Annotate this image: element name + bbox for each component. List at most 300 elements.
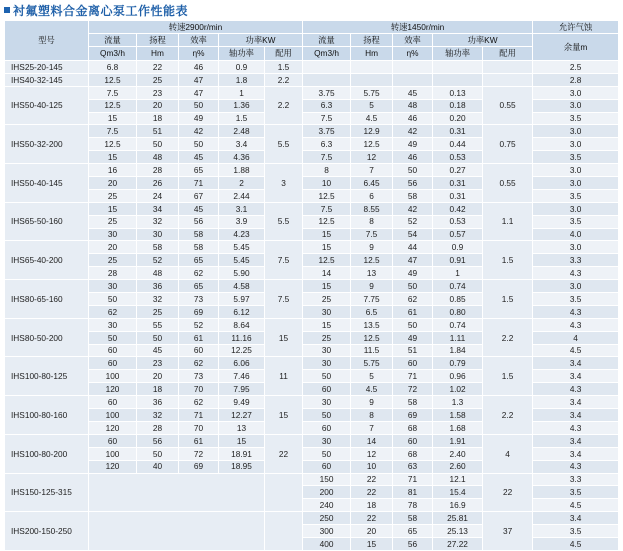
cell-head-2900: 36 [137, 280, 179, 293]
cell-npsh: 3.4 [533, 357, 619, 370]
cell-npsh: 3.5 [533, 151, 619, 164]
cell-shaft-power-1450: 0.31 [433, 125, 483, 138]
cell-head-2900: 25 [137, 73, 179, 86]
cell-flow-1450: 7.5 [303, 202, 351, 215]
cell-flow-1450: 30 [303, 357, 351, 370]
cell-efficiency-2900: 72 [179, 447, 219, 460]
cell-efficiency-2900: 73 [179, 370, 219, 383]
cell-shaft-power-2900: 3.1 [219, 202, 265, 215]
cell-head-1450: 18 [351, 499, 393, 512]
cell-efficiency-1450: 54 [393, 228, 433, 241]
cell-efficiency-1450: 68 [393, 421, 433, 434]
cell-shaft-power-1450: 27.22 [433, 537, 483, 550]
cell-shaft-power-1450: 0.85 [433, 293, 483, 306]
cell-shaft-power-1450: 15.4 [433, 486, 483, 499]
cell-efficiency-1450: 56 [393, 177, 433, 190]
cell-head-1450: 12 [351, 447, 393, 460]
cell-matched-2900: 15 [265, 396, 303, 435]
cell-efficiency-1450: 47 [393, 254, 433, 267]
cell-shaft-power-2900: 1.5 [219, 112, 265, 125]
header-speed-2900: 转速2900r/min [89, 21, 303, 34]
cell-flow-2900: 100 [89, 409, 137, 422]
cell-head-1450: 5.75 [351, 357, 393, 370]
cell-head-1450: 4.5 [351, 383, 393, 396]
cell-matched-2900 [265, 512, 303, 551]
cell-head-1450: 6.45 [351, 177, 393, 190]
cell-flow-1450: 25 [303, 293, 351, 306]
cell-head-2900: 28 [137, 421, 179, 434]
cell-efficiency-2900: 50 [179, 138, 219, 151]
cell-head-2900: 26 [137, 177, 179, 190]
cell-flow-2900: 12.5 [89, 138, 137, 151]
cell-head-1450: 22 [351, 486, 393, 499]
cell-flow-2900: 12.5 [89, 99, 137, 112]
cell-flow-1450: 15 [303, 241, 351, 254]
table-row [5, 473, 619, 486]
cell-model: IHS100-80-160 [5, 396, 89, 435]
cell-flow-2900: 50 [89, 331, 137, 344]
cell-flow-2900: 20 [89, 177, 137, 190]
cell-efficiency-1450: 50 [393, 318, 433, 331]
cell-efficiency-2900: 47 [179, 73, 219, 86]
cell-flow-1450: 7.5 [303, 151, 351, 164]
cell-efficiency-1450: 68 [393, 447, 433, 460]
cell-npsh: 3.4 [533, 370, 619, 383]
cell-matched-2900: 15 [265, 318, 303, 357]
cell-flow-1450: 150 [303, 473, 351, 486]
cell-shaft-power-1450: 0.74 [433, 280, 483, 293]
cell-npsh: 3.5 [533, 486, 619, 499]
cell-matched-2900: 22 [265, 434, 303, 473]
cell-flow-1450: 200 [303, 486, 351, 499]
cell-matched-1450: 1.5 [483, 241, 533, 280]
cell-flow-2900: 15 [89, 112, 137, 125]
cell-flow-1450: 50 [303, 447, 351, 460]
cell-efficiency-1450: 52 [393, 215, 433, 228]
cell-shaft-power-1450: 1.91 [433, 434, 483, 447]
cell-efficiency-2900: 62 [179, 396, 219, 409]
cell-efficiency-2900: 49 [179, 112, 219, 125]
cell-model: IHS50-40-145 [5, 164, 89, 203]
cell-flow-2900: 100 [89, 447, 137, 460]
header-cavitation-1: 允许气蚀 [533, 21, 619, 34]
cell-npsh: 4.3 [533, 267, 619, 280]
cell-flow-2900: 25 [89, 189, 137, 202]
cell-flow-2900: 60 [89, 434, 137, 447]
cell-shaft-power-1450: 0.80 [433, 305, 483, 318]
cell-shaft-power-1450: 1 [433, 267, 483, 280]
cell-matched-1450: 0.55 [483, 86, 533, 125]
cell-matched-1450: 37 [483, 512, 533, 551]
cell-flow-1450: 14 [303, 267, 351, 280]
cell-head-1450: 12.9 [351, 125, 393, 138]
table-row [5, 318, 619, 331]
cell-npsh: 4.3 [533, 383, 619, 396]
cell-efficiency-2900: 46 [179, 61, 219, 74]
cell-shaft-power-2900: 5.45 [219, 254, 265, 267]
table-header [5, 21, 619, 61]
cell-shaft-power-2900: 4.23 [219, 228, 265, 241]
cell-head-2900: 25 [137, 305, 179, 318]
table-row [5, 512, 619, 525]
cell-matched-2900 [265, 473, 303, 512]
cell-head-1450: 5 [351, 99, 393, 112]
cell-flow-1450: 3.75 [303, 125, 351, 138]
cell-efficiency-1450: 78 [393, 499, 433, 512]
cell-shaft-power-2900: 18.91 [219, 447, 265, 460]
cell-shaft-power-1450: 0.31 [433, 177, 483, 190]
cell-head-2900: 45 [137, 344, 179, 357]
page-title: 衬氟塑料合金离心泵工作性能表 [13, 3, 189, 18]
cell-shaft-power-2900: 7.95 [219, 383, 265, 396]
cell-model: IHS40-32-145 [5, 73, 89, 86]
cell-flow-2900: 120 [89, 460, 137, 473]
cell-head-2900: 48 [137, 151, 179, 164]
cell-efficiency-2900: 58 [179, 241, 219, 254]
cell-shaft-power-2900: 3.9 [219, 215, 265, 228]
cell-efficiency-2900: 62 [179, 267, 219, 280]
cell-head-1450: 6 [351, 189, 393, 202]
cell-shaft-power-1450: 0.20 [433, 112, 483, 125]
table-row [5, 241, 619, 254]
cell-efficiency-1450: 69 [393, 409, 433, 422]
cell-shaft-power-2900: 12.27 [219, 409, 265, 422]
cell-shaft-power-1450: 2.40 [433, 447, 483, 460]
cell-npsh: 2.8 [533, 73, 619, 86]
header-shaft-power-2: 轴功率 [433, 47, 483, 61]
cell-model: IHS50-32-200 [5, 125, 89, 164]
header-shaft-power: 轴功率 [219, 47, 265, 61]
cell-head-1450: 7.75 [351, 293, 393, 306]
cell-shaft-power-2900: 18.95 [219, 460, 265, 473]
cell-matched-1450: 1.5 [483, 280, 533, 319]
cell-head-1450: 10 [351, 460, 393, 473]
cell-shaft-power-1450: 0.18 [433, 99, 483, 112]
cell-flow-2900: 30 [89, 228, 137, 241]
cell-efficiency-1450: 56 [393, 537, 433, 550]
cell-matched-2900: 11 [265, 357, 303, 396]
cell-efficiency-2900: 58 [179, 228, 219, 241]
cell-shaft-power-1450: 1.84 [433, 344, 483, 357]
cell-shaft-power-2900: 1.36 [219, 99, 265, 112]
cell-efficiency-2900: 71 [179, 409, 219, 422]
cell-efficiency-1450: 42 [393, 125, 433, 138]
cell-matched-1450: 1.5 [483, 357, 533, 396]
cell-efficiency-1450: 45 [393, 86, 433, 99]
cell-head-2900: 20 [137, 370, 179, 383]
cell-shaft-power-1450: 25.81 [433, 512, 483, 525]
header-head-2: 扬程 [351, 34, 393, 47]
title-bar [0, 0, 623, 20]
cell-head-2900: 50 [137, 331, 179, 344]
cell-matched-2900: 2.2 [265, 86, 303, 125]
cell-head-1450: 13 [351, 267, 393, 280]
table-row [5, 86, 619, 99]
cell-matched-2900: 1.5 [265, 61, 303, 74]
cell-head-1450: 4.5 [351, 112, 393, 125]
cell-model: IHS65-40-200 [5, 241, 89, 280]
cell-efficiency-1450: 71 [393, 370, 433, 383]
cell-efficiency-1450: 63 [393, 460, 433, 473]
cell-flow-2900: 7.5 [89, 86, 137, 99]
cell-head-1450: 15 [351, 537, 393, 550]
cell-efficiency-2900: 47 [179, 86, 219, 99]
cell-npsh: 3.3 [533, 254, 619, 267]
cell-efficiency-1450 [393, 73, 433, 86]
header-efficiency-2: 效率 [393, 34, 433, 47]
cell-efficiency-1450 [393, 61, 433, 74]
cell-model: IHS150-125-315 [5, 473, 89, 512]
cell-empty [89, 473, 265, 512]
cell-shaft-power-2900: 2.48 [219, 125, 265, 138]
header-model: 型号 [5, 21, 89, 61]
cell-efficiency-1450: 60 [393, 357, 433, 370]
cell-flow-2900: 60 [89, 344, 137, 357]
cell-efficiency-2900: 65 [179, 280, 219, 293]
cell-efficiency-2900: 61 [179, 434, 219, 447]
cell-head-1450: 12.5 [351, 331, 393, 344]
cell-head-1450 [351, 73, 393, 86]
cell-flow-2900: 15 [89, 202, 137, 215]
cell-flow-1450: 15 [303, 318, 351, 331]
cell-shaft-power-1450: 0.9 [433, 241, 483, 254]
cell-matched-1450: 4 [483, 434, 533, 473]
title-bullet-icon [4, 7, 10, 13]
cell-efficiency-2900: 56 [179, 215, 219, 228]
cell-efficiency-1450: 48 [393, 99, 433, 112]
table-row [5, 164, 619, 177]
cell-efficiency-1450: 60 [393, 434, 433, 447]
cell-shaft-power-1450 [433, 61, 483, 74]
cell-flow-1450 [303, 73, 351, 86]
header-flow-unit-2: Qm3/h [303, 47, 351, 61]
cell-efficiency-2900: 61 [179, 331, 219, 344]
cell-efficiency-2900: 70 [179, 421, 219, 434]
cell-efficiency-2900: 70 [179, 383, 219, 396]
cell-shaft-power-2900: 6.12 [219, 305, 265, 318]
performance-table [4, 20, 619, 551]
cell-shaft-power-1450: 0.42 [433, 202, 483, 215]
cell-head-2900: 30 [137, 228, 179, 241]
cell-npsh: 3.5 [533, 293, 619, 306]
cell-npsh: 3.0 [533, 86, 619, 99]
cell-npsh: 4.5 [533, 499, 619, 512]
cell-npsh: 2.5 [533, 61, 619, 74]
cell-flow-2900: 20 [89, 241, 137, 254]
header-cavitation-2: 余量m [533, 34, 619, 61]
cell-flow-1450: 400 [303, 537, 351, 550]
cell-flow-2900: 25 [89, 254, 137, 267]
cell-shaft-power-2900: 2 [219, 177, 265, 190]
cell-npsh: 3.0 [533, 177, 619, 190]
cell-flow-2900: 30 [89, 318, 137, 331]
cell-shaft-power-1450: 1.3 [433, 396, 483, 409]
header-head-unit: Hm [137, 47, 179, 61]
cell-flow-1450: 240 [303, 499, 351, 512]
cell-flow-2900: 60 [89, 357, 137, 370]
cell-shaft-power-2900: 0.9 [219, 61, 265, 74]
cell-flow-1450: 10 [303, 177, 351, 190]
cell-head-2900: 32 [137, 293, 179, 306]
cell-efficiency-1450: 62 [393, 293, 433, 306]
cell-model: IHS80-65-160 [5, 280, 89, 319]
cell-shaft-power-2900: 1 [219, 86, 265, 99]
cell-efficiency-2900: 67 [179, 189, 219, 202]
cell-shaft-power-2900: 7.46 [219, 370, 265, 383]
cell-flow-1450 [303, 61, 351, 74]
cell-head-2900: 18 [137, 383, 179, 396]
cell-shaft-power-1450: 0.27 [433, 164, 483, 177]
cell-flow-1450: 60 [303, 383, 351, 396]
cell-efficiency-1450: 50 [393, 164, 433, 177]
cell-flow-2900: 25 [89, 215, 137, 228]
cell-flow-2900: 120 [89, 421, 137, 434]
cell-model: IHS100-80-125 [5, 357, 89, 396]
cell-model: IHS100-80-200 [5, 434, 89, 473]
cell-model: IHS80-50-200 [5, 318, 89, 357]
cell-head-1450: 8 [351, 409, 393, 422]
table-body [5, 61, 619, 551]
cell-head-2900: 51 [137, 125, 179, 138]
cell-model: IHS65-50-160 [5, 202, 89, 241]
cell-npsh: 4.5 [533, 344, 619, 357]
cell-flow-1450: 60 [303, 421, 351, 434]
cell-flow-1450: 6.3 [303, 138, 351, 151]
cell-shaft-power-2900: 1.8 [219, 73, 265, 86]
cell-matched-1450: 22 [483, 473, 533, 512]
cell-head-1450: 5.75 [351, 86, 393, 99]
cell-head-1450: 12.5 [351, 254, 393, 267]
cell-shaft-power-2900: 13 [219, 421, 265, 434]
cell-flow-2900: 15 [89, 151, 137, 164]
cell-npsh: 4.3 [533, 421, 619, 434]
cell-efficiency-2900: 71 [179, 177, 219, 190]
cell-flow-1450: 50 [303, 409, 351, 422]
cell-efficiency-1450: 49 [393, 331, 433, 344]
cell-matched-1450: 0.55 [483, 164, 533, 203]
cell-npsh: 4.3 [533, 305, 619, 318]
cell-shaft-power-2900: 1.88 [219, 164, 265, 177]
header-power: 功率KW [219, 34, 303, 47]
cell-shaft-power-1450: 1.11 [433, 331, 483, 344]
cell-head-1450: 7.5 [351, 228, 393, 241]
cell-efficiency-2900: 52 [179, 318, 219, 331]
cell-flow-1450: 300 [303, 525, 351, 538]
cell-head-1450: 12 [351, 151, 393, 164]
cell-flow-1450: 15 [303, 228, 351, 241]
cell-shaft-power-2900: 6.06 [219, 357, 265, 370]
table-row [5, 357, 619, 370]
cell-npsh: 3.4 [533, 447, 619, 460]
cell-efficiency-1450: 71 [393, 473, 433, 486]
header-head-unit-2: Hm [351, 47, 393, 61]
header-flow: 流量 [89, 34, 137, 47]
cell-head-2900: 20 [137, 99, 179, 112]
cell-flow-1450: 30 [303, 305, 351, 318]
cell-matched-1450 [483, 73, 533, 86]
cell-head-1450: 7 [351, 421, 393, 434]
table-row [5, 125, 619, 138]
cell-npsh: 3.5 [533, 525, 619, 538]
cell-npsh: 3.0 [533, 138, 619, 151]
cell-shaft-power-1450 [433, 73, 483, 86]
cell-head-1450: 7 [351, 164, 393, 177]
cell-flow-2900: 50 [89, 293, 137, 306]
cell-flow-1450: 30 [303, 396, 351, 409]
cell-head-2900: 18 [137, 112, 179, 125]
cell-shaft-power-2900: 12.25 [219, 344, 265, 357]
cell-flow-2900: 28 [89, 267, 137, 280]
cell-shaft-power-1450: 0.13 [433, 86, 483, 99]
cell-efficiency-2900: 69 [179, 460, 219, 473]
cell-efficiency-1450: 42 [393, 202, 433, 215]
cell-flow-2900: 6.8 [89, 61, 137, 74]
cell-efficiency-2900: 73 [179, 293, 219, 306]
cell-shaft-power-2900: 8.64 [219, 318, 265, 331]
cell-efficiency-1450: 51 [393, 344, 433, 357]
cell-matched-2900: 5.5 [265, 202, 303, 241]
cell-head-2900: 32 [137, 215, 179, 228]
cell-head-2900: 28 [137, 164, 179, 177]
cell-npsh: 4.0 [533, 228, 619, 241]
cell-npsh: 3.5 [533, 215, 619, 228]
cell-npsh: 3.4 [533, 409, 619, 422]
cell-head-1450: 20 [351, 525, 393, 538]
cell-shaft-power-2900: 5.97 [219, 293, 265, 306]
cell-shaft-power-2900: 4.36 [219, 151, 265, 164]
cell-head-2900: 34 [137, 202, 179, 215]
cell-matched-2900: 7.5 [265, 241, 303, 280]
cell-shaft-power-1450: 1.02 [433, 383, 483, 396]
cell-npsh: 3.4 [533, 512, 619, 525]
cell-efficiency-1450: 58 [393, 512, 433, 525]
cell-shaft-power-1450: 0.91 [433, 254, 483, 267]
cell-flow-1450: 25 [303, 331, 351, 344]
cell-shaft-power-1450: 0.57 [433, 228, 483, 241]
cell-shaft-power-1450: 0.79 [433, 357, 483, 370]
cell-shaft-power-2900: 11.16 [219, 331, 265, 344]
cell-head-2900: 40 [137, 460, 179, 473]
cell-efficiency-1450: 61 [393, 305, 433, 318]
cell-head-2900: 50 [137, 447, 179, 460]
cell-head-1450: 9 [351, 241, 393, 254]
cell-matched-1450: 0.75 [483, 125, 533, 164]
cell-head-1450: 13.5 [351, 318, 393, 331]
cell-shaft-power-1450: 0.44 [433, 138, 483, 151]
cell-shaft-power-1450: 1.58 [433, 409, 483, 422]
header-efficiency: 效率 [179, 34, 219, 47]
cell-flow-1450: 250 [303, 512, 351, 525]
cell-flow-1450: 3.75 [303, 86, 351, 99]
cell-efficiency-1450: 50 [393, 280, 433, 293]
cell-npsh: 3.0 [533, 164, 619, 177]
cell-npsh: 3.3 [533, 473, 619, 486]
cell-npsh: 3.0 [533, 280, 619, 293]
cell-efficiency-2900: 50 [179, 99, 219, 112]
cell-matched-2900: 3 [265, 164, 303, 203]
table-row [5, 434, 619, 447]
header-matched: 配用 [265, 47, 303, 61]
cell-flow-2900: 30 [89, 280, 137, 293]
cell-matched-1450 [483, 61, 533, 74]
cell-npsh: 3.4 [533, 434, 619, 447]
cell-npsh: 3.0 [533, 125, 619, 138]
cell-shaft-power-2900: 5.45 [219, 241, 265, 254]
cell-head-1450: 12.5 [351, 138, 393, 151]
cell-npsh: 4.5 [533, 537, 619, 550]
cell-npsh: 4.3 [533, 318, 619, 331]
cell-head-2900: 23 [137, 86, 179, 99]
